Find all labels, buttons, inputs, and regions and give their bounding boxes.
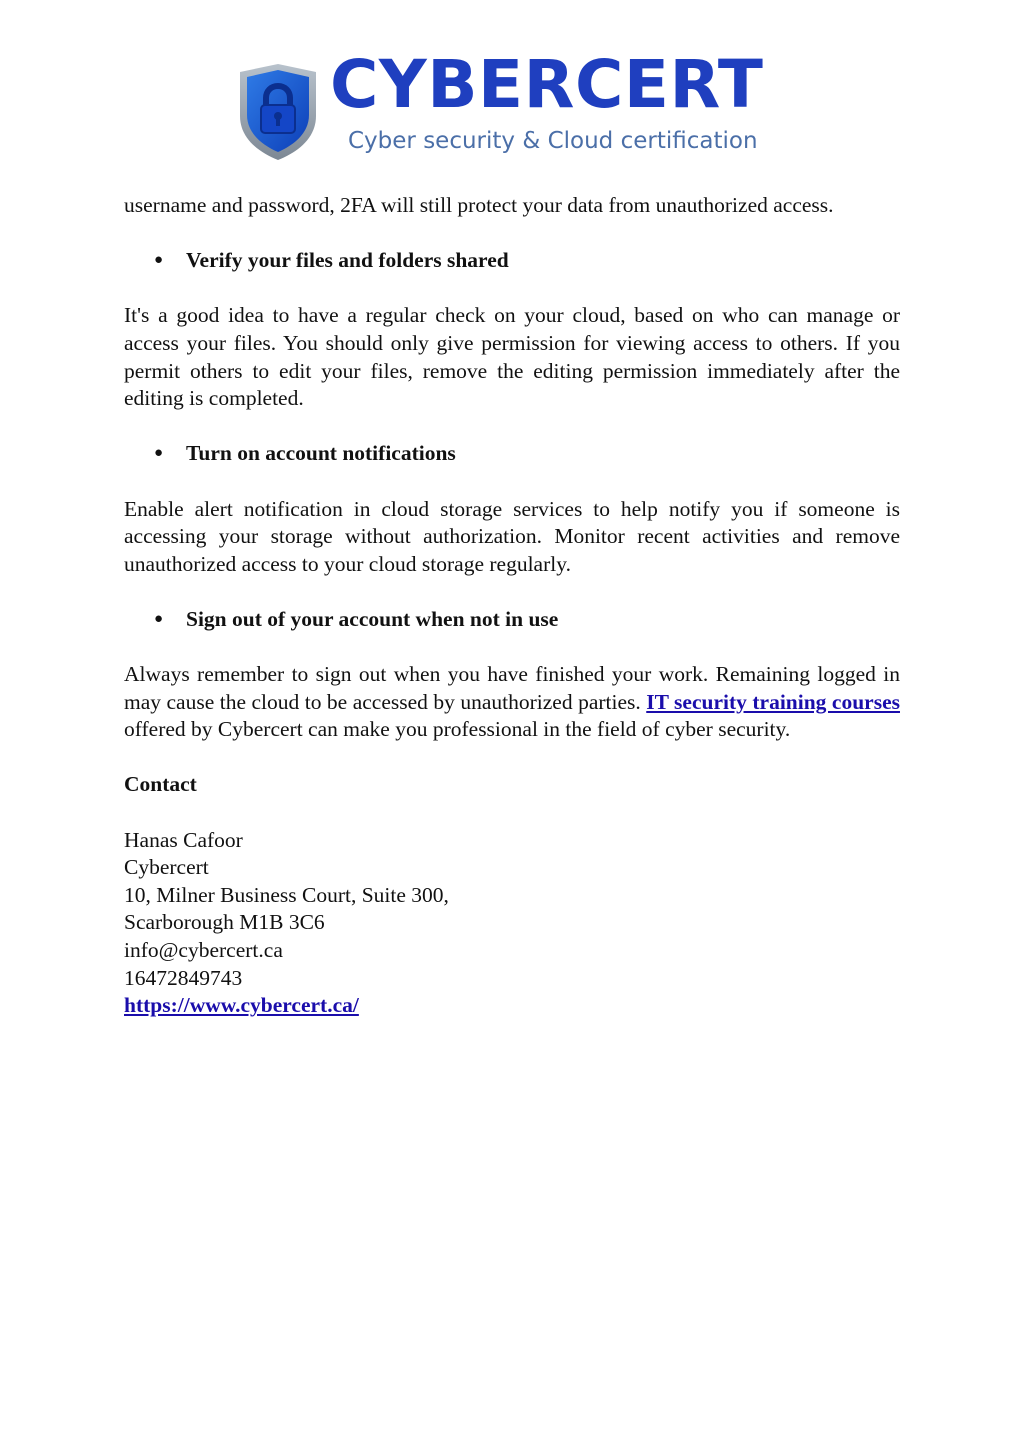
bullet-icon: ● (154, 445, 164, 462)
section-heading-sign-out (124, 606, 900, 634)
contact-email: info@cybercert.ca (124, 938, 283, 963)
document-body (124, 192, 900, 1020)
paragraph-text-after-link: offered by Cybercert can make you professional in the field of cyber security. (124, 717, 791, 742)
contact-website-link[interactable]: https://www.cybercert.ca/ (124, 993, 359, 1018)
section-heading-text: Sign out of your account when not in use (186, 606, 559, 631)
logo-subtitle: Cyber security & Cloud certification (348, 128, 758, 154)
section-heading-text: Verify your files and folders shared (186, 248, 509, 273)
contact-heading: Contact (124, 772, 197, 797)
cybercert-logo (234, 46, 794, 164)
section-paragraph-sign-out (124, 661, 900, 744)
section-paragraph-verify-files: It's a good idea to have a regular check on your cloud, based on who can manage or access your files. You should only give permission for viewing access to others. If you permit others to edit your files, remove the editing permission immediately after the editing is completed. (124, 303, 900, 411)
contact-address-line-1: 10, Milner Business Court, Suite 300, (124, 882, 449, 907)
contact-company: Cybercert (124, 855, 209, 880)
section-heading-verify-files (124, 247, 900, 275)
bullet-icon: ● (154, 252, 164, 269)
contact-address-line-2: Scarborough M1B 3C6 (124, 910, 325, 935)
it-security-courses-link[interactable]: IT security training courses (646, 689, 900, 714)
section-heading-text: Turn on account notifications (186, 441, 456, 466)
paragraph-text-before-link: Always remember to sign out when you have finished your work. Remaining logged in may cause the cloud to be accessed by unauthorized parties. (124, 662, 900, 714)
section-heading-notifications (124, 440, 900, 468)
shield-lock-icon (234, 62, 322, 162)
contact-phone: 16472849743 (124, 965, 243, 990)
contact-name: Hanas Cafoor (124, 827, 243, 852)
section-paragraph-notifications: Enable alert notification in cloud storage services to help notify you if someone is accessing your storage without authorization. Monitor recent activities and remove unauthorized access to your cloud storage regularly. (124, 496, 900, 576)
bullet-icon: ● (154, 610, 164, 627)
intro-paragraph: username and password, 2FA will still protect your data from unauthorized access. (124, 193, 834, 217)
logo-title: CYBERCERT (330, 46, 764, 123)
